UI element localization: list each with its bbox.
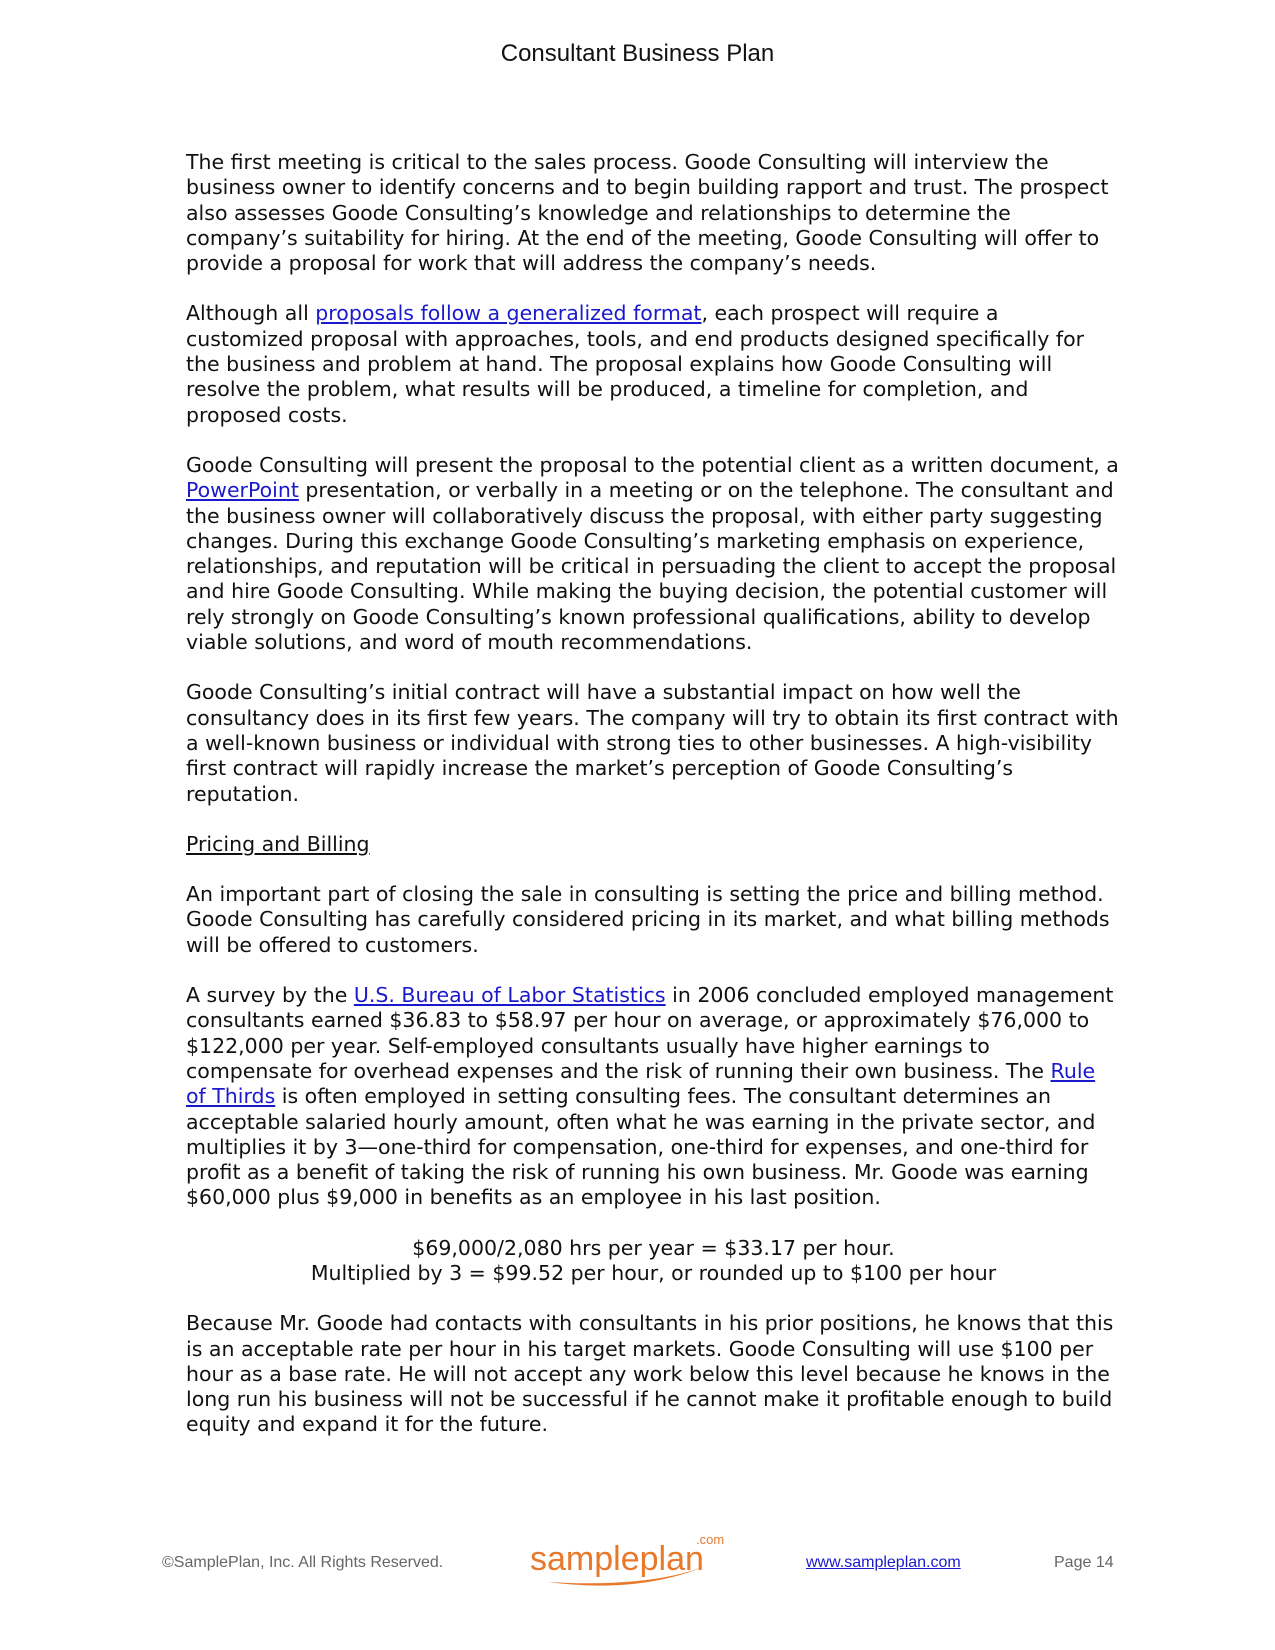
- paragraph-survey: [186, 983, 1121, 1211]
- paragraph-initial-contract: Goode Consulting’s initial contract will have a substantial impact on how well the consultancy does in its first few years. The company will try to obtain its first contract with a well-known business or individual with strong ties to other businesses. A high-visibility first contract will rapidly increase the market’s perception of Goode Consulting’s reputation.: [186, 680, 1119, 806]
- document-body: [186, 150, 1121, 1463]
- page-header-title: Consultant Business Plan: [500, 40, 775, 67]
- text-span: in 2006 concluded employed management consultants earned $36.83 to $58.97 per hour on average, or approximately $76,000 to $122,000 per year. Self-employed consultants usually have higher earnings to compensate for overhead expenses and the risk of running their own business. The: [186, 983, 1114, 1083]
- rule-of-thirds-link[interactable]: Rule of Thirds: [186, 1058, 1096, 1109]
- powerpoint-link[interactable]: PowerPoint: [186, 478, 299, 503]
- page-footer: [0, 1530, 1275, 1590]
- paragraph-proposals: [186, 301, 1121, 427]
- paragraph-base-rate: Because Mr. Goode had contacts with consultants in his prior positions, he knows that this is an acceptable rate per hour in his target markets. Goode Consulting will use $100 per hour as a base rate. He will not accept any work below this level because he knows in the long run his business will not be successful if he cannot make it profitable enough to build equity and expand it for the future.: [186, 1311, 1114, 1437]
- text-span: A survey by the: [186, 983, 354, 1008]
- copyright-text: ©SamplePlan, Inc. All Rights Reserved.: [162, 1554, 444, 1571]
- sampleplan-website-link[interactable]: www.sampleplan.com: [806, 1554, 961, 1571]
- proposals-format-link[interactable]: proposals follow a generalized format: [315, 301, 702, 326]
- paragraph-first-meeting: The first meeting is critical to the sales process. Goode Consulting will interview the business owner to identify concerns and to begin building rapport and trust. The prospect also assesses Goode Consulting’s knowledge and relationships to determine the company’s suitability for hiring. At the end of the meeting, Goode Consulting will offer to provide a proposal for work that will address the company’s needs.: [186, 150, 1109, 276]
- text-span: is often employed in setting consulting fees. The consultant determines an acceptable salaried hourly amount, often what he was earning in the private sector, and multiplies it by 3—one-third for compensation, one-third for expenses, and one-third for profit as a benefit of taking the risk of running his own business. Mr. Goode was earning $60,000 plus $9,000 in benefits as an employee in his last position.: [186, 1084, 1096, 1210]
- paragraph-pricing-intro: An important part of closing the sale in consulting is setting the price and billing method. Goode Consulting has carefully considered pricing in its market, and what billing methods will be offered to customers.: [186, 882, 1110, 957]
- sampleplan-logo: [528, 1530, 738, 1590]
- text-span: Goode Consulting will present the proposal to the potential client as a written document, a: [186, 452, 1119, 477]
- logo-suffix: .com: [696, 1532, 725, 1547]
- rate-calculation: [186, 1236, 1121, 1287]
- page-number: Page 14: [1054, 1554, 1114, 1571]
- calc-line-multiplied: Multiplied by 3 = $99.52 per hour, or rounded up to $100 per hour: [310, 1260, 997, 1285]
- text-span: , each prospect will require a customized proposal with approaches, tools, and end products designed specifically for the business and problem at hand. The proposal explains how Goode Consulting will resolve the problem, what results will be produced, a timeline for completion, and proposed costs.: [186, 301, 1085, 427]
- calc-line-hourly: $69,000/2,080 hrs per year = $33.17 per hour.: [412, 1235, 895, 1260]
- text-span: Although all: [186, 301, 316, 326]
- text-span: presentation, or verbally in a meeting or on the telephone. The consultant and the business owner will collaboratively discuss the proposal, with either party suggesting changes. During this exchange Goode Consulting’s marketing emphasis on experience, relationships, and reputation will be critical in persuading the client to accept the proposal and hire Goode Consulting. While making the buying decision, the potential customer will rely strongly on Goode Consulting’s known professional qualifications, ability to develop viable solutions, and word of mouth recommendations.: [186, 478, 1117, 655]
- paragraph-presentation: [186, 453, 1121, 655]
- section-heading-pricing: Pricing and Billing: [186, 831, 370, 856]
- bls-link[interactable]: U.S. Bureau of Labor Statistics: [353, 983, 666, 1008]
- logo-wordmark: sampleplan: [530, 1540, 704, 1578]
